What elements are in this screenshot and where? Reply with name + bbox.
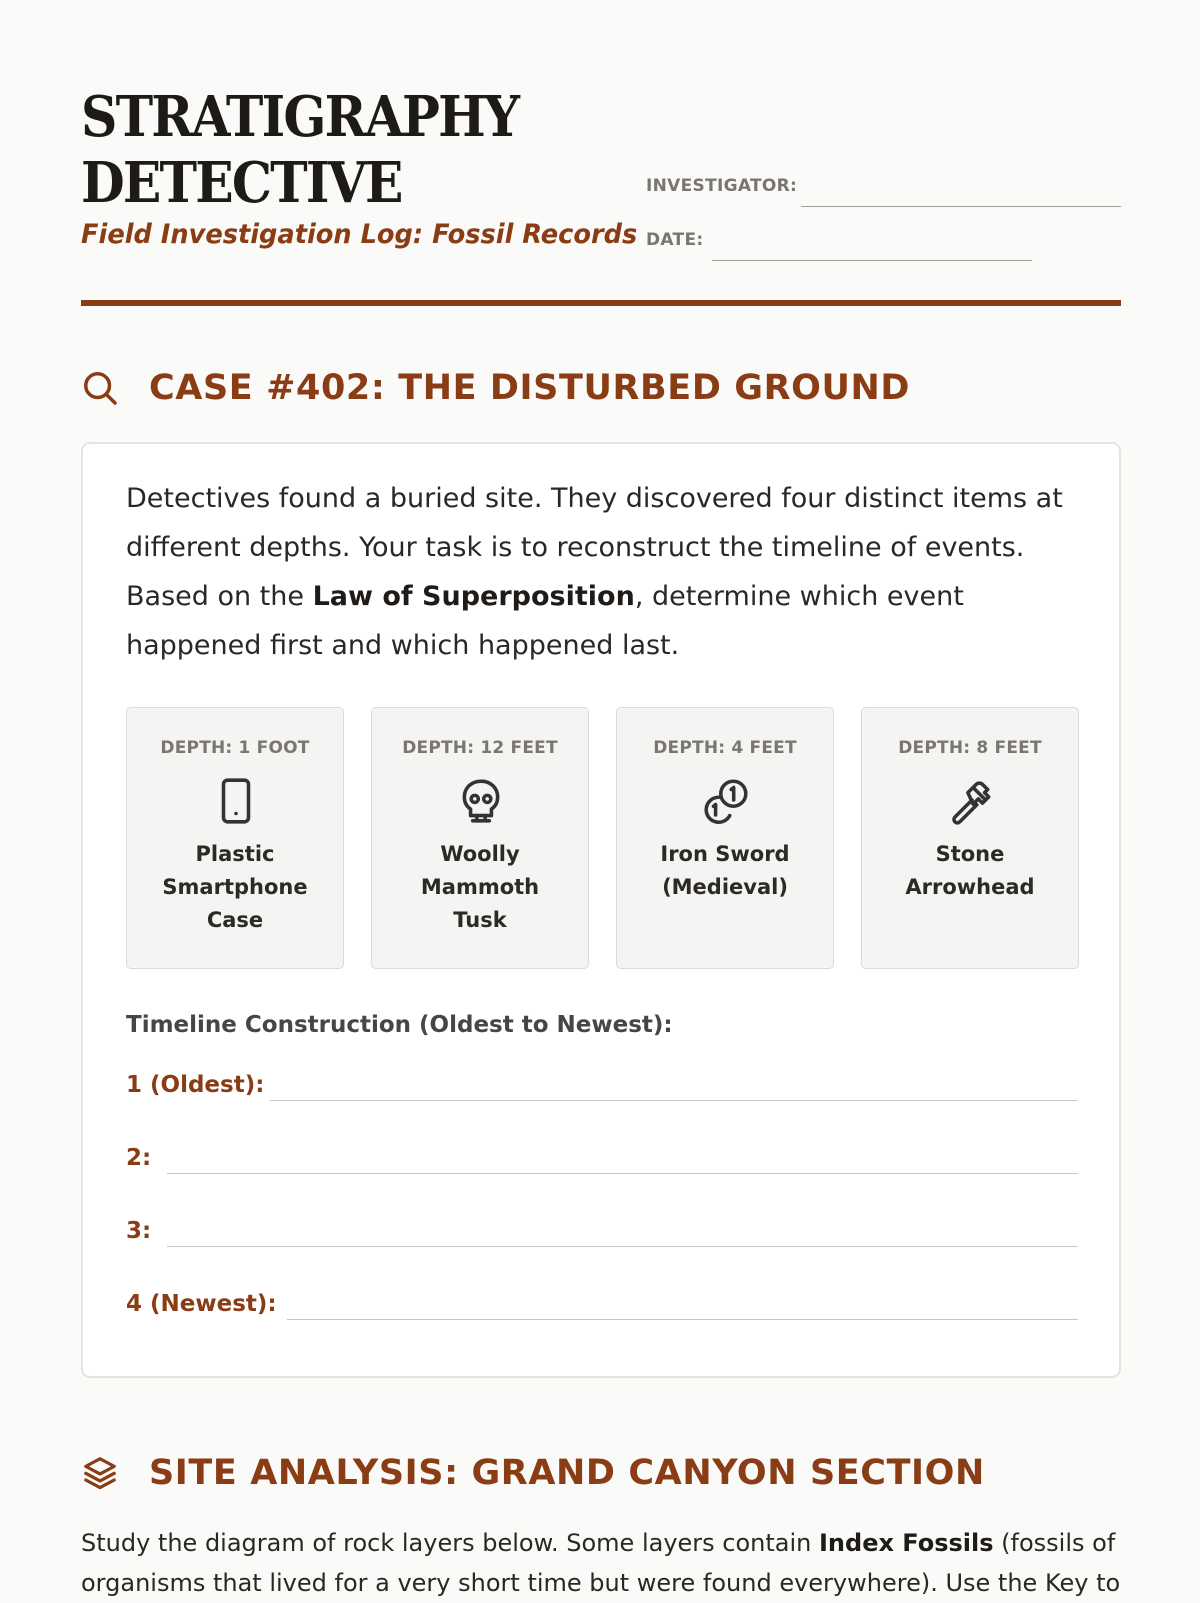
case-heading — [81, 368, 910, 408]
search-icon — [81, 369, 119, 407]
investigator-field[interactable] — [801, 178, 1121, 207]
timeline-heading: Timeline Construction (Oldest to Newest): — [126, 1012, 673, 1038]
hammer-icon — [946, 776, 996, 826]
skull-icon — [456, 776, 506, 826]
title-line-1: STRATIGRAPHY — [81, 84, 519, 150]
timeline-field-1[interactable] — [270, 1066, 1078, 1101]
timeline-field-4[interactable] — [287, 1285, 1078, 1320]
site-heading — [81, 1453, 985, 1493]
investigator-label: INVESTIGATOR: — [646, 176, 798, 196]
item-depth: DEPTH: 8 FEET — [898, 738, 1042, 758]
timeline-field-3[interactable] — [167, 1212, 1078, 1247]
site-title: SITE ANALYSIS: GRAND CANYON SECTION — [149, 1453, 985, 1493]
case-card — [81, 442, 1121, 1378]
item-name: Plastic Smartphone Case — [162, 842, 308, 932]
evidence-items — [126, 707, 1080, 969]
header-divider — [81, 300, 1121, 306]
layers-icon — [81, 1454, 119, 1492]
item-depth: DEPTH: 1 FOOT — [160, 738, 310, 758]
site-instructions — [81, 1523, 1121, 1603]
evidence-card-mammoth — [371, 707, 589, 969]
intro-text-1: Detectives found a buried site. They discovered four distinct items at different depths. Your task is to reconstruct the timeline of events. Based on the — [126, 483, 1063, 612]
site-text-2: (fossils of organisms that lived for a very short time but were found everywhere). Use the Key to — [81, 1529, 1121, 1597]
smartphone-icon — [211, 776, 261, 826]
item-name: Stone Arrowhead — [905, 842, 1035, 899]
item-name: Woolly Mammoth Tusk — [420, 842, 540, 932]
coins-icon — [701, 776, 751, 826]
intro-text-2: , determine which event happened first and which happened last. — [126, 581, 964, 661]
timeline-label-4: 4 (Newest): — [126, 1291, 277, 1317]
date-field[interactable] — [712, 232, 1032, 261]
timeline-field-2[interactable] — [167, 1139, 1078, 1174]
timeline-label-3: 3: — [126, 1218, 152, 1244]
worksheet-header — [81, 0, 1121, 310]
case-title: CASE #402: THE DISTURBED GROUND — [149, 368, 911, 408]
item-depth: DEPTH: 4 FEET — [653, 738, 797, 758]
site-index-fossils: Index Fossils — [819, 1529, 994, 1557]
worksheet-page — [81, 0, 1121, 1597]
case-intro — [126, 474, 1086, 670]
site-text-1: Study the diagram of rock layers below. Some layers contain — [81, 1529, 819, 1557]
item-depth: DEPTH: 12 FEET — [402, 738, 558, 758]
evidence-card-arrowhead — [861, 707, 1079, 969]
title-line-2: DETECTIVE — [81, 150, 402, 216]
timeline-label-1: 1 (Oldest): — [126, 1072, 265, 1098]
evidence-card-smartphone — [126, 707, 344, 969]
page-title — [81, 84, 518, 216]
date-label: DATE: — [646, 230, 704, 250]
item-name: Iron Sword (Medieval) — [660, 842, 790, 899]
evidence-card-sword — [616, 707, 834, 969]
page-subtitle: Field Investigation Log: Fossil Records — [81, 219, 638, 250]
timeline-label-2: 2: — [126, 1145, 152, 1171]
intro-law: Law of Superposition — [312, 581, 635, 612]
